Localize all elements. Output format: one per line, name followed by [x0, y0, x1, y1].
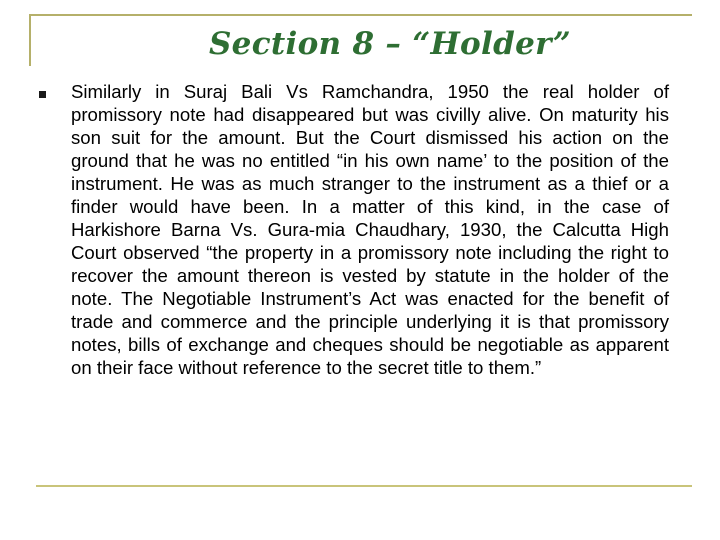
square-bullet-icon	[39, 91, 46, 98]
bullet-text: Similarly in Suraj Bali Vs Ramchandra, 1950 the real holder of promissory note had disappeared but was civilly alive. On maturity his son suit for the amount. But the Court dismissed his action on the ground that he was no entitled “in his own name’ to the position of the instrument. He was as much stranger to the instrument as a thief or a finder would have been. In a matter of this kind, in the case of Harkishore Barna Vs. Gura-mia Chaudhary, 1930, the Calcutta High Court observed “the property in a promissory note including the right to recover the amount thereon is vested by statute in the holder of the note. The Negotiable Instrument’s Act was enacted for the benefit of trade and commerce and the principle underlying it is that promissory notes, bills of exchange and cheques should be negotiable as apparent on their face without reference to the secret title to them.”	[71, 81, 669, 378]
slide-title: Section 8 – “Holder”	[208, 26, 571, 62]
frame-top-rule	[29, 14, 692, 16]
frame-bottom-rule	[36, 485, 692, 487]
